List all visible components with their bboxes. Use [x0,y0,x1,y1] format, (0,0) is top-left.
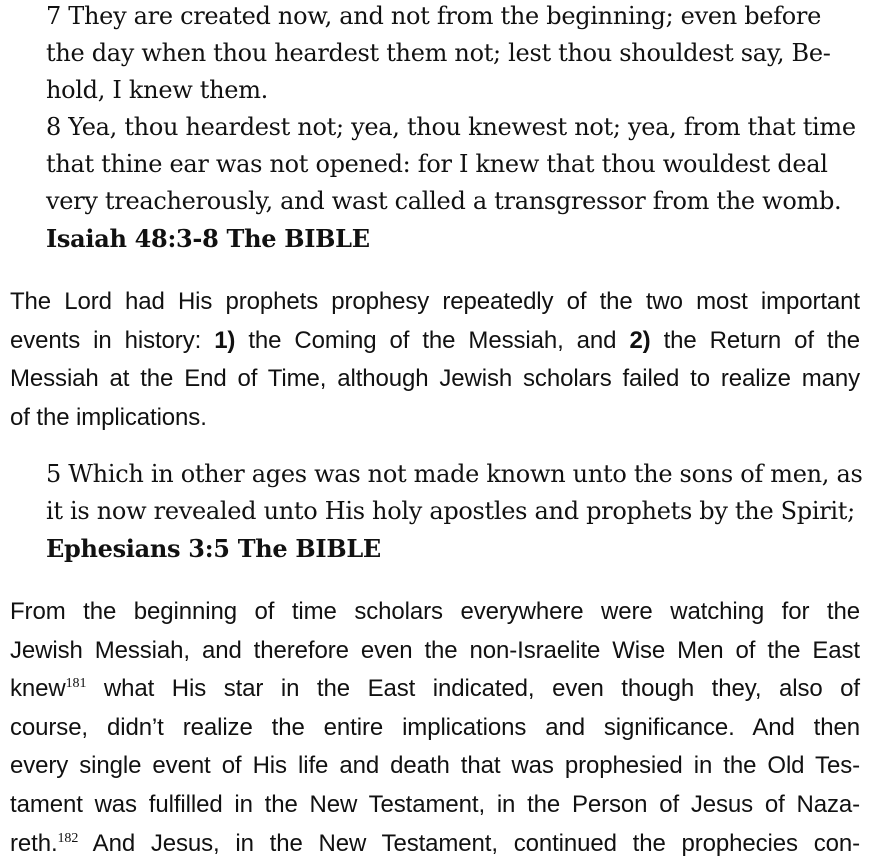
list-marker-1: 1) [214,326,236,354]
paragraph-line: every single event of His life and death that was prophesied in the Old Tes- [10,752,860,780]
text-run: events in history: [10,326,215,354]
paragraph-line [10,322,860,361]
text-run: what His star in the East indicated, even though they, also of [86,675,860,703]
quote-line: very treacherously, and wast called a transgressor from the womb. [46,187,842,215]
quote-line: 5 Which in other ages was not made known unto the sons of men, as [46,460,863,488]
body-paragraph-1 [10,283,860,437]
text-run: knew [10,675,66,703]
scripture-quote-ephesians [46,456,863,567]
paragraph-line: Messiah at the End of Time, although Jewish scholars failed to realize many [10,365,860,393]
text-run: the Return of the [650,326,860,354]
paragraph-line: of the implications. [10,403,207,431]
paragraph-line: The Lord had His prophets prophesy repeatedly of the two most important [10,288,860,315]
scripture-quote-isaiah [46,0,856,257]
footnote-ref-182[interactable]: 182 [57,830,79,846]
paragraph-line: From the beginning of time scholars everywhere were watching for the [10,598,860,625]
paragraph-line [10,825,860,863]
paragraph-line: tament was fulfilled in the New Testament, in the Person of Jesus of Naza- [10,790,860,818]
text-run: the Coming of the Messiah, and [235,326,630,354]
paragraph-line [10,670,860,709]
quote-line: 7 They are created now, and not from the beginning; even before [46,2,822,30]
quote-citation: Ephesians 3:5 The BIBLE [46,534,381,563]
footnote-ref-181[interactable]: 181 [65,676,87,692]
quote-line: it is now revealed unto His holy apostles and prophets by the Spirit; [46,497,855,525]
quote-line: 8 Yea, thou heardest not; yea, thou knewest not; yea, from that time [46,113,856,141]
paragraph-line: course, didn’t realize the entire implications and significance. And then [10,713,860,741]
text-run: And Jesus, in the New Testament, continued the prophecies con- [78,829,860,857]
quote-citation: Isaiah 48:3-8 The BIBLE [46,224,370,253]
quote-line: hold, I knew them. [46,76,268,104]
quote-line: the day when thou heardest them not; lest thou shouldest say, Be- [46,39,831,67]
paragraph-line: Jewish Messiah, and therefore even the non-Israelite Wise Men of the East [10,636,860,664]
body-paragraph-2 [10,593,860,863]
list-marker-2: 2) [629,326,651,354]
text-run: reth. [10,829,58,857]
quote-line: that thine ear was not opened: for I knew that thou wouldest deal [46,150,828,178]
